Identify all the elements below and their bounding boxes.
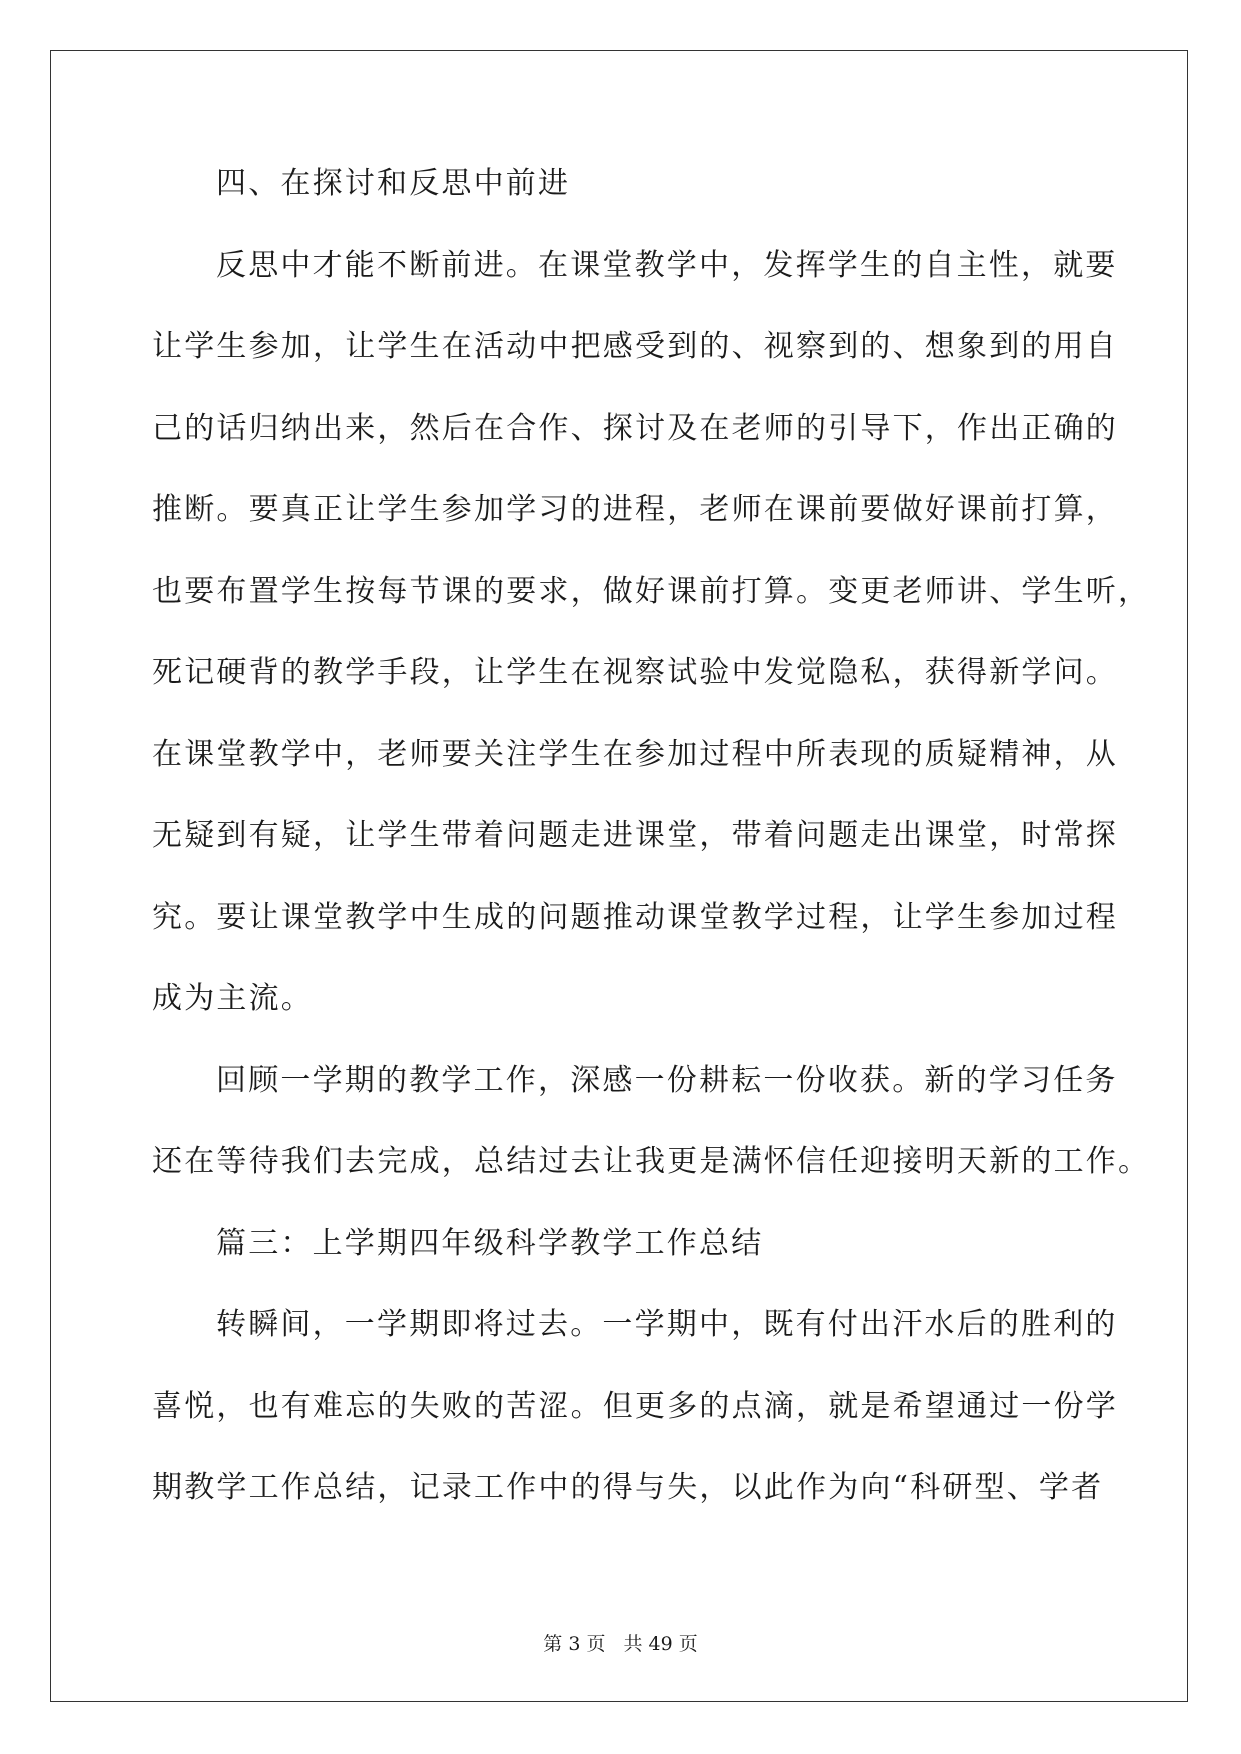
text-line: 回顾一学期的教学工作，深感一份耕耘一份收获。新的学习任务: [216, 1062, 1118, 1098]
page-footer: [0, 1632, 1241, 1656]
text-line: 反思中才能不断前进。在课堂教学中，发挥学生的自主性，就要: [216, 247, 1118, 283]
document-body: [152, 166, 1151, 1552]
page-number: 第 3 页: [543, 1633, 606, 1655]
text-line: 无疑到有疑，让学生带着问题走进课堂，带着问题走出课堂，时常探: [152, 818, 1118, 853]
text-line: 推断。要真正让学生参加学习的进程，老师在课前要做好课前打算，: [152, 492, 1118, 527]
text-line: 喜悦，也有难忘的失败的苦涩。但更多的点滴，就是希望通过一份学: [152, 1388, 1118, 1424]
text-line: 己的话归纳出来，然后在合作、探讨及在老师的引导下，作出正确的: [152, 410, 1118, 446]
page-total: 共 49 页: [623, 1633, 698, 1655]
text-line: 篇三：上学期四年级科学教学工作总结: [216, 1225, 764, 1261]
text-line: 也要布置学生按每节课的要求，做好课前打算。变更老师讲、学生听，: [152, 573, 1151, 609]
text-line: 究。要让课堂教学中生成的问题推动课堂教学过程，让学生参加过程: [152, 899, 1118, 935]
text-line: 成为主流。: [152, 981, 313, 1016]
text-line: 死记硬背的教学手段，让学生在视察试验中发觉隐私，获得新学问。: [152, 655, 1118, 690]
text-line: 期教学工作总结，记录工作中的得与失，以此作为向“科研型、学者: [152, 1470, 1104, 1505]
text-line: 转瞬间，一学期即将过去。一学期中，既有付出汗水后的胜利的: [216, 1307, 1118, 1342]
text-line: 还在等待我们去完成，总结过去让我更是满怀信任迎接明天新的工作。: [152, 1144, 1151, 1179]
text-line: 让学生参加，让学生在活动中把感受到的、视察到的、想象到的用自: [152, 329, 1118, 364]
text-line: 四、在探讨和反思中前进: [216, 166, 571, 201]
text-line: 在课堂教学中，老师要关注学生在参加过程中所表现的质疑精神，从: [152, 736, 1118, 772]
